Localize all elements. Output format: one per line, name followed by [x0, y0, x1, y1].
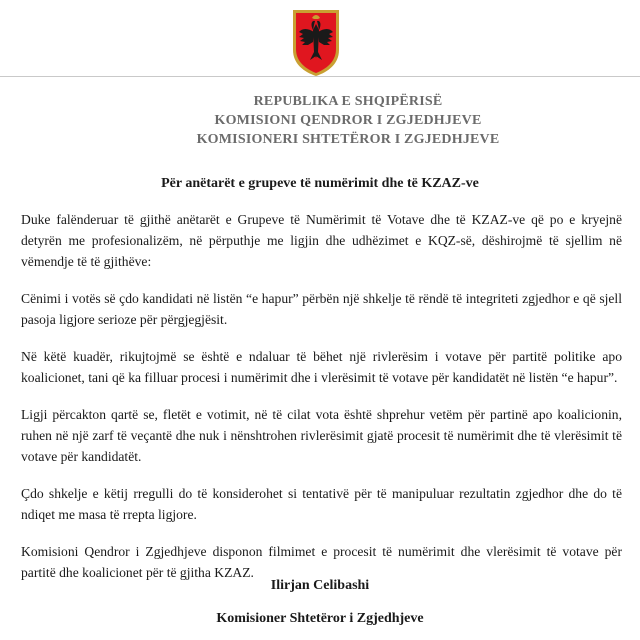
letterhead-line-commissioner: KOMISIONERI SHTETËROR I ZGJEDHJEVE: [196, 132, 500, 147]
signatory-name: Ilirjan Celibashi: [270, 578, 370, 593]
letterhead: [0, 92, 640, 149]
signatory-title: Komisioner Shtetëror i Zgjedhjeve: [216, 611, 424, 626]
paragraph: Ligji përcakton qartë se, fletët e votimit, në të cilat vota është shprehur vetëm për partinë apo koalicionin, ruhen në një zarf të veçantë dhe nuk i nënshtrohen rivlerësimit gjatë procesit të numërimit dhe të vlerësimit të votave për kandidatët.: [21, 407, 622, 464]
paragraph: Në këtë kuadër, rikujtojmë se është e ndaluar të bëhet një rivlerësim i votave për partitë politike apo koalicionet, tani që ka filluar procesi i numërimit dhe i vlerësimit të votave për kandidatët në listën “e hapur”.: [21, 349, 622, 385]
document-body: [21, 209, 622, 599]
paragraph: Duke falënderuar të gjithë anëtarët e Grupeve të Numërimit të Votave dhe të KZAZ-ve që po e kryejnë detyrën me profesionalizëm, në përputhje me ligjin dhe udhëzimet e KQZ-së, dëshirojmë të sjellim në vëmendje të të gjithëve:: [21, 212, 622, 269]
albanian-eagle-icon: [290, 6, 342, 78]
paragraph: Komisioni Qendror i Zgjedhjeve disponon filmimet e procesit të numërimit dhe vlerësimit të votave për partitë dhe koalicionet për të gjitha KZAZ.: [21, 544, 622, 580]
paragraph: Cënimi i votës së çdo kandidati në listën “e hapur” përbën një shkelje të rëndë të integriteti zgjedhor e që sjell pasoja ligjore serioze për përgjegjësit.: [21, 291, 622, 327]
header-divider: [0, 76, 640, 77]
letterhead-line-commission: KOMISIONI QENDROR I ZGJEDHJEVE: [214, 113, 482, 128]
letterhead-line-republic: REPUBLIKA E SHQIPËRISË: [253, 94, 443, 109]
document-title: Për anëtarët e grupeve të numërimit dhe të KZAZ-ve: [161, 176, 479, 191]
paragraph: Çdo shkelje e këtij rregulli do të konsiderohet si tentativë për të manipuluar rezultatin zgjedhor dhe do të ndiqet me masa të rrepta ligjore.: [21, 486, 622, 522]
